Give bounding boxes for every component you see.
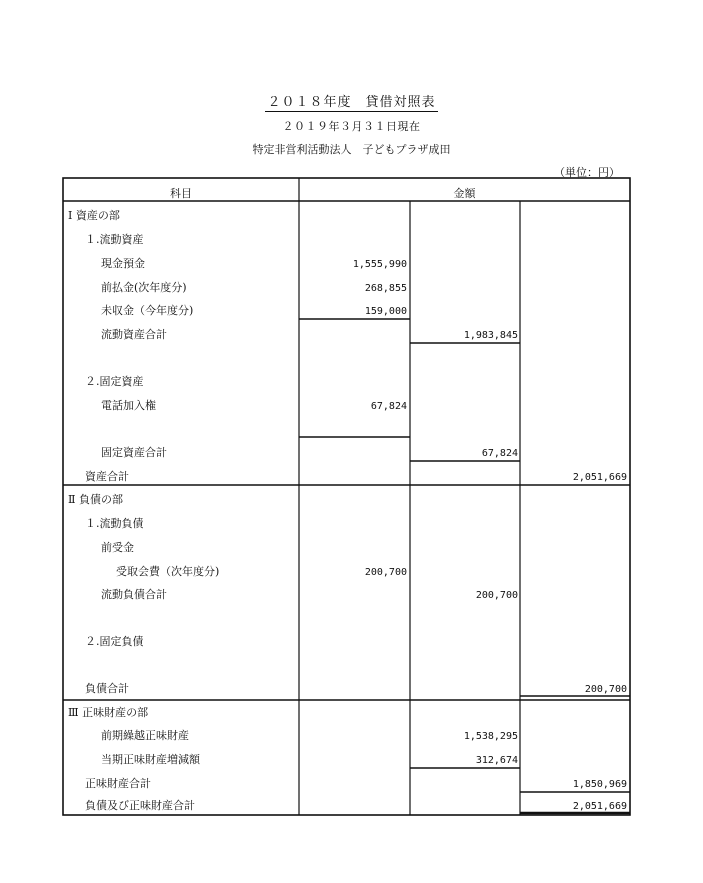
amount-net-assets-total: 1,850,969 xyxy=(572,779,627,790)
row-label: 受取会費（次年度分) xyxy=(116,565,220,578)
subject-column-header: 科目 xyxy=(170,187,192,200)
current-liabilities-heading: １.流動負債 xyxy=(85,517,144,530)
fixed-assets-heading: ２.固定資産 xyxy=(85,375,144,388)
amount-current-liabilities-total: 200,700 xyxy=(475,590,518,601)
amount-current-assets-total: 1,983,845 xyxy=(463,330,518,341)
net-assets-section-heading: Ⅲ 正味財産の部 xyxy=(68,706,149,719)
row-label: 前受金 xyxy=(101,541,134,554)
row-label: 流動負債合計 xyxy=(101,588,167,601)
liabilities-and-net-assets-total-label: 負債及び正味財産合計 xyxy=(85,799,195,812)
row-label: 当期正味財産増減額 xyxy=(101,753,200,766)
unit-label: （単位：円） xyxy=(554,166,620,179)
total-liabilities-label: 負債合計 xyxy=(85,682,129,695)
amount-total-liabilities: 200,700 xyxy=(584,684,627,695)
row-label: 固定資産合計 xyxy=(101,446,167,459)
amount-cash: 1,555,990 xyxy=(352,259,407,270)
document-title-text: ２０１８年度 貸借対照表 xyxy=(267,95,436,110)
organization-name: 特定非営利活動法人 子どもプラザ成田 xyxy=(252,143,451,156)
current-assets-heading: １.流動資産 xyxy=(85,233,144,246)
as-of-date: ２０１９年３月３１日現在 xyxy=(282,120,421,133)
amount-fixed-assets-total: 67,824 xyxy=(481,448,518,459)
row-label: 電話加入権 xyxy=(101,399,156,412)
amount-total-assets: 2,051,669 xyxy=(572,472,627,483)
net-assets-total-label: 正味財産合計 xyxy=(85,777,151,790)
amount-liabilities-and-net-assets-total: 2,051,669 xyxy=(572,801,627,812)
fixed-liabilities-heading: ２.固定負債 xyxy=(85,635,144,648)
amount-telephone-right: 67,824 xyxy=(370,401,407,412)
total-assets-label: 資産合計 xyxy=(85,470,129,483)
row-label: 未収金（今年度分) xyxy=(101,304,194,317)
row-label: 現金預金 xyxy=(101,257,145,270)
amount-receivable: 159,000 xyxy=(364,306,407,317)
amount-prior-net-assets: 1,538,295 xyxy=(463,731,518,742)
liabilities-section-heading: Ⅱ 負債の部 xyxy=(68,493,123,506)
assets-section-heading: Ⅰ 資産の部 xyxy=(68,209,120,222)
amount-column-header: 金額 xyxy=(453,187,476,200)
row-label: 前期繰越正味財産 xyxy=(101,729,189,742)
amount-membership-fees: 200,700 xyxy=(364,567,407,578)
row-label: 流動資産合計 xyxy=(101,328,167,341)
amount-net-assets-change: 312,674 xyxy=(475,755,518,766)
row-label: 前払金(次年度分) xyxy=(101,281,187,294)
amount-prepaid: 268,855 xyxy=(364,283,407,294)
